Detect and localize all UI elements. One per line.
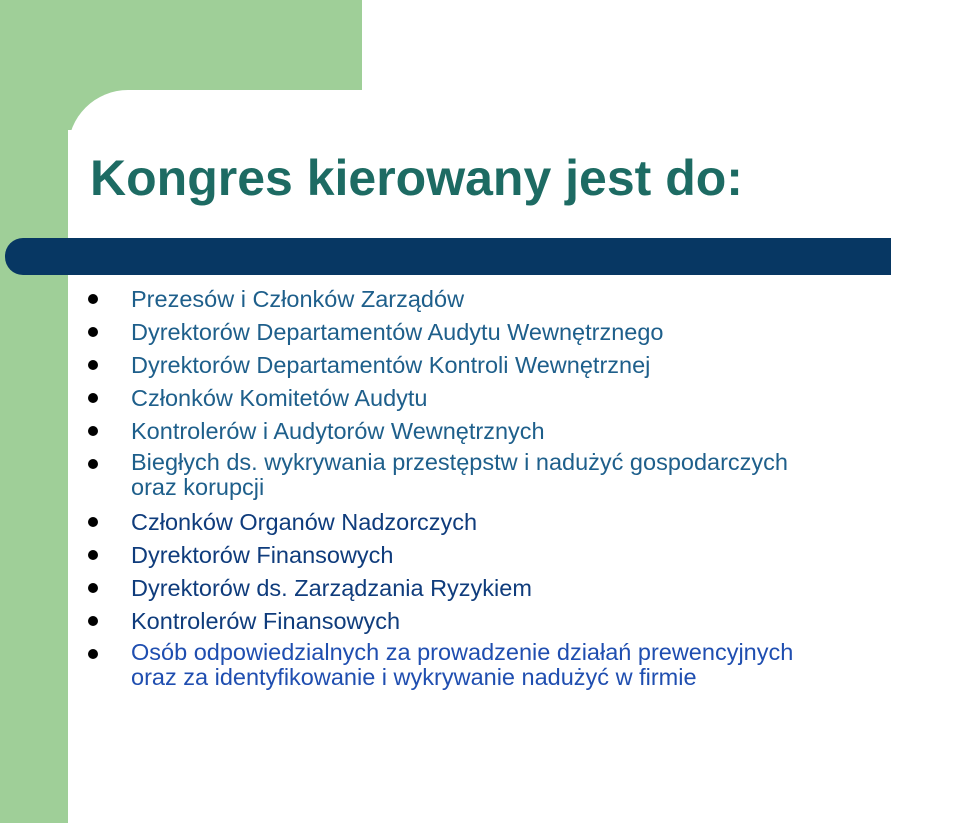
list-item-text: Dyrektorów Departamentów Audytu Wewnętrznego	[131, 319, 664, 345]
bullet-icon	[88, 360, 98, 370]
list-item	[0, 318, 960, 346]
list-item-text: Dyrektorów Finansowych	[131, 542, 394, 568]
list-item	[0, 607, 960, 635]
title-underline-bar	[5, 238, 891, 275]
slide-title: Kongres kierowany jest do:	[90, 150, 743, 206]
list-item	[0, 285, 960, 313]
list-item	[0, 384, 960, 412]
bullet-icon	[88, 459, 98, 469]
list-item-text: Dyrektorów Departamentów Kontroli Wewnętrznej	[131, 352, 651, 378]
list-item	[0, 417, 960, 445]
list-item	[0, 640, 960, 690]
list-item-text: Biegłych ds. wykrywania przestępstw i nadużyć gospodarczych oraz korupcji	[131, 449, 788, 500]
bullet-icon	[88, 616, 98, 626]
bullet-icon	[88, 294, 98, 304]
list-item-text: Członków Organów Nadzorczych	[131, 509, 478, 535]
bullet-icon	[88, 517, 98, 527]
list-item	[0, 574, 960, 602]
audience-list	[0, 285, 960, 698]
bullet-icon	[88, 649, 98, 659]
bullet-icon	[88, 327, 98, 337]
bullet-icon	[88, 583, 98, 593]
list-item	[0, 351, 960, 379]
bullet-icon	[88, 550, 98, 560]
list-item-text: Członków Komitetów Audytu	[131, 385, 428, 411]
list-item-text: Dyrektorów ds. Zarządzania Ryzykiem	[131, 575, 532, 601]
list-item-text: Osób odpowiedzialnych za prowadzenie działań prewencyjnych oraz za identyfikowanie i wykrywanie nadużyć w firmie	[131, 639, 794, 690]
bullet-icon	[88, 393, 98, 403]
list-item	[0, 450, 960, 500]
bullet-icon	[88, 426, 98, 436]
list-item-text: Prezesów i Członków Zarządów	[131, 286, 465, 312]
list-item	[0, 508, 960, 536]
list-item-text: Kontrolerów Finansowych	[131, 608, 401, 634]
list-item-text: Kontrolerów i Audytorów Wewnętrznych	[131, 418, 545, 444]
list-item	[0, 541, 960, 569]
